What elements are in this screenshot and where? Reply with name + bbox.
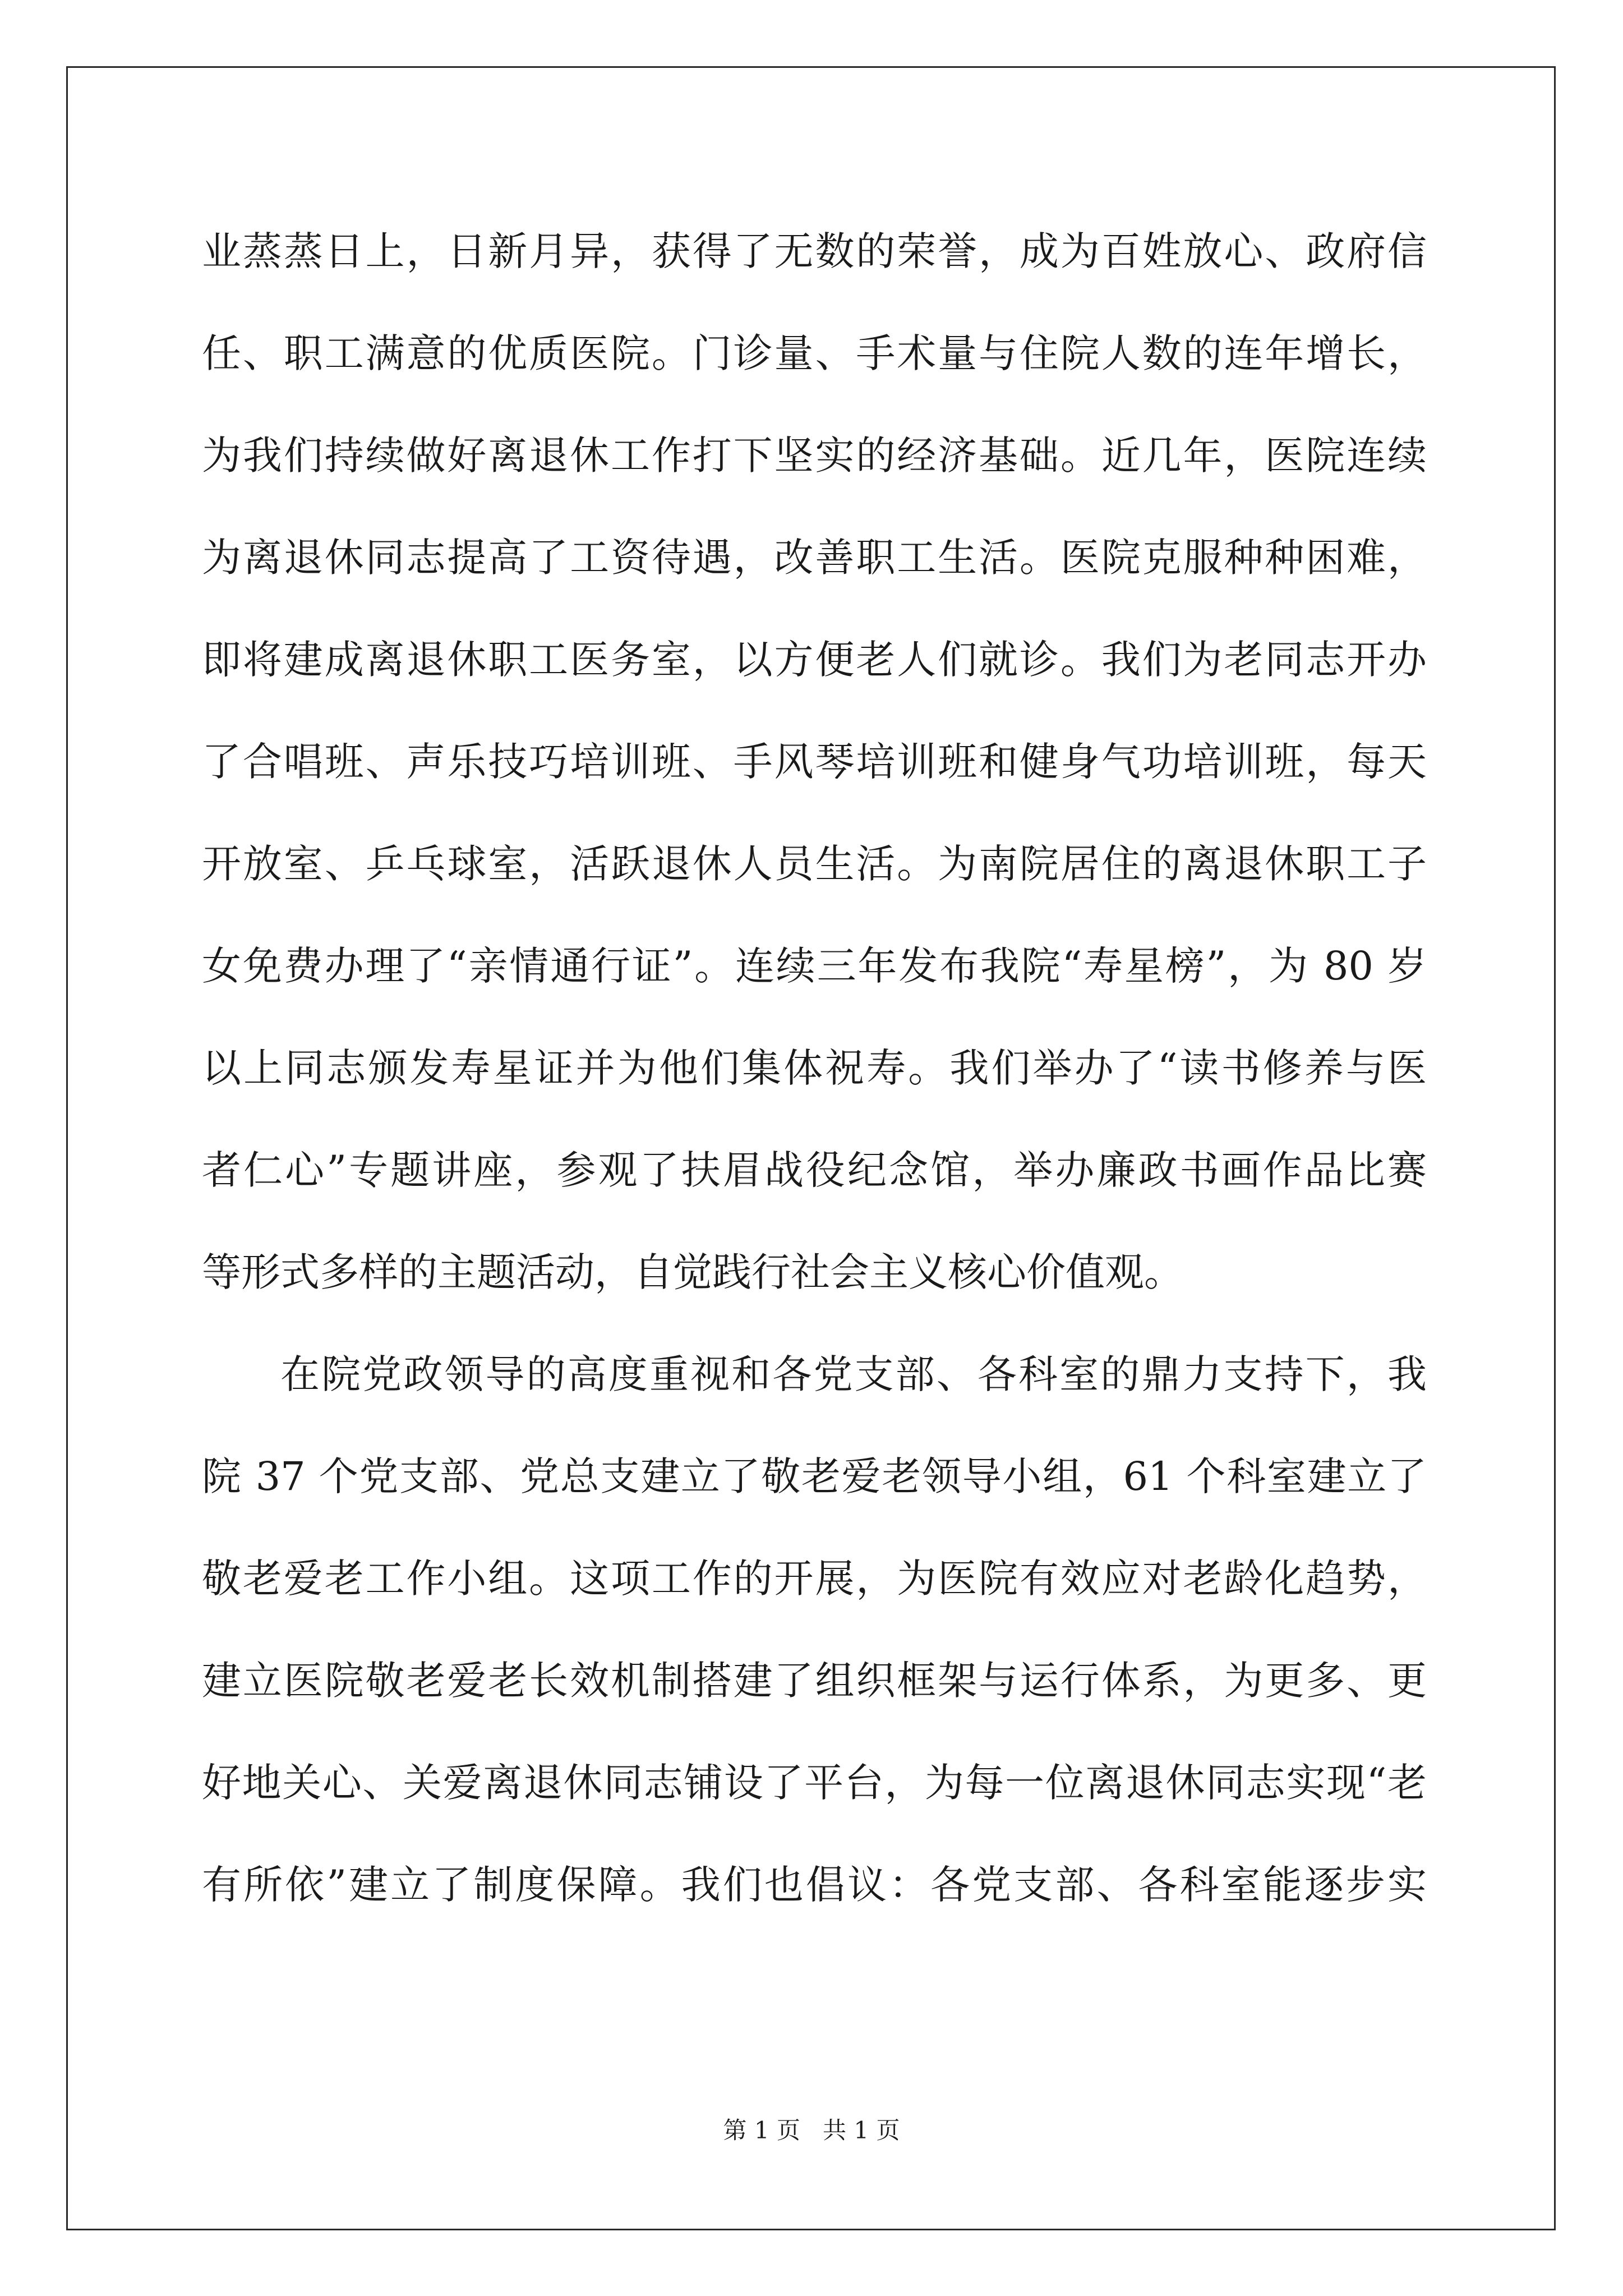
paragraph-1-line-4: 为离退休同志提高了工资待遇，改善职工生活。医院克服种种困难，: [202, 535, 1427, 581]
paragraph-1-line-3: 为我们持续做好离退休工作打下坚实的经济基础。近几年，医院连续: [202, 432, 1427, 478]
page-number: 第 1 页: [723, 2116, 800, 2144]
paragraph-2-line-3: 敬老爱老工作小组。这项工作的开展，为医院有效应对老龄化趋势，: [202, 1556, 1427, 1602]
paragraph-1-line-5: 即将建成离退休职工医务室，以方便老人们就诊。我们为老同志开办: [202, 637, 1427, 683]
page-footer: [0, 2114, 1623, 2147]
paragraph-1-line-1: 业蒸蒸日上，日新月异，获得了无数的荣誉，成为百姓放心、政府信: [202, 228, 1427, 274]
paragraph-1-line-8: 女免费办理了“亲情通行证”。连续三年发布我院“寿星榜”，为 80 岁: [202, 943, 1427, 989]
paragraph-1-line-7: 开放室、乒乓球室，活跃退休人员生活。为南院居住的离退休职工子: [202, 841, 1427, 887]
paragraph-1-line-10: 者仁心”专题讲座，参观了扶眉战役纪念馆，举办廉政书画作品比赛: [202, 1147, 1427, 1193]
paragraph-1-line-6: 了合唱班、声乐技巧培训班、手风琴培训班和健身气功培训班，每天: [202, 739, 1427, 785]
paragraph-2-line-6: 有所依”建立了制度保障。我们也倡议：各党支部、各科室能逐步实: [202, 1862, 1427, 1908]
paragraph-1-line-9: 以上同志颁发寿星证并为他们集体祝寿。我们举办了“读书修养与医: [202, 1045, 1427, 1091]
paragraph-2-line-2: 院 37 个党支部、党总支建立了敬老爱老领导小组，61 个科室建立了: [202, 1453, 1427, 1499]
paragraph-2-line-5: 好地关心、关爱离退休同志铺设了平台，为每一位离退休同志实现“老: [202, 1760, 1427, 1806]
paragraph-2-line-1: 在院党政领导的高度重视和各党支部、各科室的鼎力支持下，我: [280, 1351, 1427, 1397]
document-body: [202, 217, 1427, 1953]
paragraph-2-line-4: 建立医院敬老爱老长效机制搭建了组织框架与运行体系，为更多、更: [202, 1658, 1427, 1704]
total-pages: 共 1 页: [823, 2116, 900, 2144]
paragraph-1-line-11: 等形式多样的主题活动，自觉践行社会主义核心价值观。: [202, 1249, 1183, 1295]
paragraph-1-line-2: 任、职工满意的优质医院。门诊量、手术量与住院人数的连年增长，: [202, 330, 1427, 376]
